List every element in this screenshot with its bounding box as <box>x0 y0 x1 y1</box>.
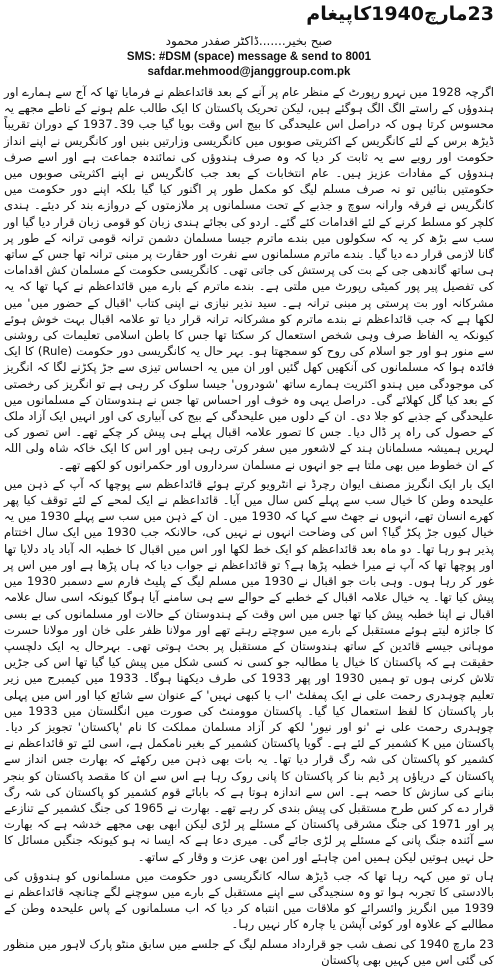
article <box>4 0 494 978</box>
article-paragraph: 23 مارچ 1940 کی نصف شب جو قرارداد مسلم لیگ کے جلسے میں سابق منٹو پارک لاہور میں منظور کی گئی اس میں کہیں بھی پاکستان <box>4 936 494 967</box>
article-paragraph: اگرچہ 1928 میں نہرو رپورٹ کے منظر عام پر آنے کے بعد قائداعظم نے فرمایا تھا کہ آج سے ہمارے اور ہندوؤں کے راستے الگ الگ ہوگئے ہیں، لیکن تحریک پاکستان کا ایک طالب علم ہونے کے ناطے مجھے یہ محسوس کرتا ہوں کہ دراصل اس علیحدگی کا بیج اس وقت بویا گیا جب 39۔1937 کے دوران تقریباً ڈیڑھ برس کے لئے کانگریس کے اکثریتی صوبوں میں کانگریسی وزارتیں بنیں اور کانگریس نے اپنے انداز حکومت اور رویے سے یہ ثابت کر دیا کہ وہ صرف ہندوؤں کی نمائندہ جماعت ہے اور اسے صرف ہندوؤں کے مفادات عزیز ہیں۔ عام انتخابات کے بعد جب کانگریس نے اپنے اکثریتی صوبوں میں حکومتیں بنائیں تو نہ صرف مسلم لیگ کو مکمل طور پر اگنور کیا گیا بلکہ اپنے دور حکومت میں کانگریس نے فرقہ وارانہ سوچ و جذبے کے تحت مسلمانوں پر ملازمتوں کے دروازے بند کر دیئے۔ ہندی کلچر کو مسلط کرنے کے لئے اقدامات کئے گئے۔ اردو کی بجائے ہندی زبان کو قومی زبان قرار دیا گیا اور سب سے بڑھ کر یہ کہ سکولوں میں بندے ماترم جیسا مسلمان دشمن ترانہ قومی ترانہ کے طور پر گانا لازمی قرار دے دیا گیا۔ بندے ماترم مسلمانوں سے نفرت اور حقارت پر مبنی ترانہ تھا جس کے ساتھ ہی ساتھ گاندھی جی کے بت کی پرستش کی جاتی تھی۔ کانگریسی حکومت کے مسلمان کش اقدامات کی تفصیل پیر پور کمیٹی رپورٹ میں ملتی ہے۔ بندے ماترم کے بارے میں قائداعظم نے کہا تھا کہ یہ مشرکانہ اور بت پرستی پر مبنی ترانہ ہے۔ سید نذیر نیازی نے اپنی کتاب 'اقبال کے حضور میں' میں لکھا ہے کہ جب قائداعظم نے بندے ماترم کو مشرکانہ ترانہ قرار دیا تو علامہ اقبال بہت خوش ہوئے کیونکہ یہ الفاظ صرف وہی شخص استعمال کر سکتا تھا جس کا باطن اسلامی تعلیمات کی روشنی سے منور ہو اور جو اسلام کی روح کو سمجھتا ہو۔ بہر حال یہ کانگریسی دور حکومت (Rule) کا ایک فائدہ ہوا کہ مسلمانوں کی آنکھیں کھل گئیں اور ان میں یہ احساس تیزی سے جڑ پکڑنے لگا کہ انگریز کی موجودگی میں ہندو اکثریت ہمارے ساتھ 'شودروں' جیسا سلوک کر رہی ہے تو انگریز کی رخصتی کے بعد کیا گل کھلائے گی۔ دراصل یہی وہ خوف اور احساس تھا جس نے ہندوستان کے مسلمانوں میں علیحدگی کے جذبے کو جلا دی۔ ان کے دلوں میں علیحدگی کے بیج کی آبیاری کی اور انہیں ایک آزاد ملک کے حصول کی راہ پر ڈال دیا۔ جس کا تصور علامہ اقبال پہلے ہی پیش کر چکے تھے۔ اس تصور کی لہریں ہمیشہ مسلمانان ہند کے لاشعور میں سفر کرتی رہی ہیں اور اس کا ایک خاکہ شاہ ولی اللہ کے ان خطوط میں بھی ملتا ہے جو انہوں نے مسلمان سرداروں اور حکمرانوں کو لکھے تھے۔ <box>4 85 494 472</box>
article-paragraph: ہاں تو میں کہہ رہا تھا کہ جب ڈیڑھ سالہ کانگریسی دور حکومت میں مسلمانوں کو ہندوؤں کی بالادستی کا تجربہ ہوا تو وہ سنجیدگی سے اپنے مستقبل کے بارے میں سوچنے لگے چنانچہ قائداعظم نے 1939 میں انگریز وائسرائے کو ملاقات میں انتباہ کر دیا کہ اب مسلمانوں کے پاس علیحدہ وطن کے مطالبے کے علاوہ اور کوئی آپشن یا چارہ کار نہیں رہا۔ <box>4 868 494 932</box>
author-email[interactable]: safdar.mehmood@janggroup.com.pk <box>147 66 351 78</box>
article-headline: 23مارچ1940کاپیغام <box>306 3 494 25</box>
article-paragraph: ایک بار ایک انگریز مصنف ایوان رچرڈ نے انٹرویو کرتے ہوئے قائداعظم سے پوچھا کہ آپ کے ذہن میں علیحدہ وطن کا خیال سب سے پہلے کس سال میں آیا۔ قائداعظم نے ایک لمحے کے لئے توقف کیا پھر کھرے انسان تھے، انہوں نے جھٹ سے کہا کہ 1930 میں۔ ان کے ذہن میں سب سے پہلے 1930 میں یہ خیال کیوں جڑ پکڑ گیا؟ اس کی وضاحت انہوں نے نہیں کی، حالانکہ جب 1930 میں ایک سال اختتام پذیر ہو رہا تھا۔ دو ماہ بعد قائداعظم کو ایک خط لکھا اور اس میں اقبال کا خطبہ الہ آباد یاد دلایا تھا اور پوچھا تھا کہ آپ نے میرا خطبہ پڑھا ہے؟ تو قائداعظم نے جواب دیا کہ ہاں پڑھا ہے اور میں اس پر غور کر رہا ہوں۔ وہی بات جو اقبال نے 1930 میں مسلم لیگ کے پلیٹ فارم سے دسمبر 1930 میں پیش کیا تھا۔ یہ خیال علامہ اقبال کے خطبے کے حوالے سے ہی سامنے آیا ہوگا کیونکہ اسی سال علامہ اقبال نے اپنا خطبہ پیش کیا تھا جس میں اس وقت کے ہندوستان کے حالات اور مسلمانوں کی بے بسی کا جائزہ لیتے ہوئے مستقبل کے بارے میں سوچتے رہتے تھے اور مولانا ظفر علی خان اور مولانا حسرت موہانی جیسے قائدین کے ساتھ ہندوستان کے مستقبل پر بحث ہوتی تھی۔ بہرحال یہ ایک دلچسپ حقیقت ہے کہ پاکستان کا خیال یا مطالبہ جو کسی نہ کسی شکل میں پیش کیا گیا تھا اس کی جڑیں تلاش کرنی ہوں تو ہمیں 1930 اور پھر 1933 کی طرف دیکھنا ہوگا۔ 1933 میں کیمبرج میں زیر تعلیم چوہدری رحمت علی نے ایک پمفلٹ 'اب یا کبھی نہیں' کے عنوان سے شائع کیا اور اس میں پہلی بار پاکستان کا لفظ استعمال کیا گیا۔ پاکستان موومنٹ کی صورت میں انگلستان میں 1933 میں چوہدری رحمت علی نے 'نو اور نیور' لکھ کر آزاد مسلمان مملکت کا نام 'پاکستان' تجویز کر دیا۔ پاکستان میں K کشمیر کے لئے ہے۔ گویا پاکستان کشمیر کے بغیر نامکمل ہے، اسی لئے تو قائداعظم نے کشمیر کو پاکستان کی شہ رگ قرار دیا تھا۔ یہ بات بھی ذہن میں رکھئے کہ بھارت جس انداز سے پاکستان کے دریاؤں پر ڈیم بنا کر پاکستان کا پانی روک رہا ہے اس سے ان کا مقصد پاکستان کو بنجر بنانے کی سازش کا حصہ ہے۔ اس سے اندازہ ہوتا ہے کہ بابائے قوم کشمیر کو پاکستان کی شہ رگ قرار دے کر کس طرح مستقبل کی پیش بندی کر رہے تھے۔ بھارت نے 1965 کی جنگ کشمیر کے تنازعے پر اور 1971 کی جنگ مشرقی پاکستان کے مسئلے پر لڑی لیکن ابھی بھی مجھے خدشہ ہے کہ بھارت سے آئندہ جنگ پانی کے مسئلے پر لڑی جائے گی۔ میری دعا ہے کہ ایسا نہ ہو کیونکہ جنگیں مسائل کا حل نہیں ہوتیں لیکن ہمیں امن چاہئے اور امن بھی عزت و وقار کے ساتھ۔ <box>4 476 494 864</box>
sms-line: SMS: #DSM (space) message & send to 8001 <box>126 51 372 63</box>
article-body <box>4 84 494 968</box>
article-byline: صبح بخیر.......ڈاکٹر صفدر محمود <box>165 34 333 48</box>
